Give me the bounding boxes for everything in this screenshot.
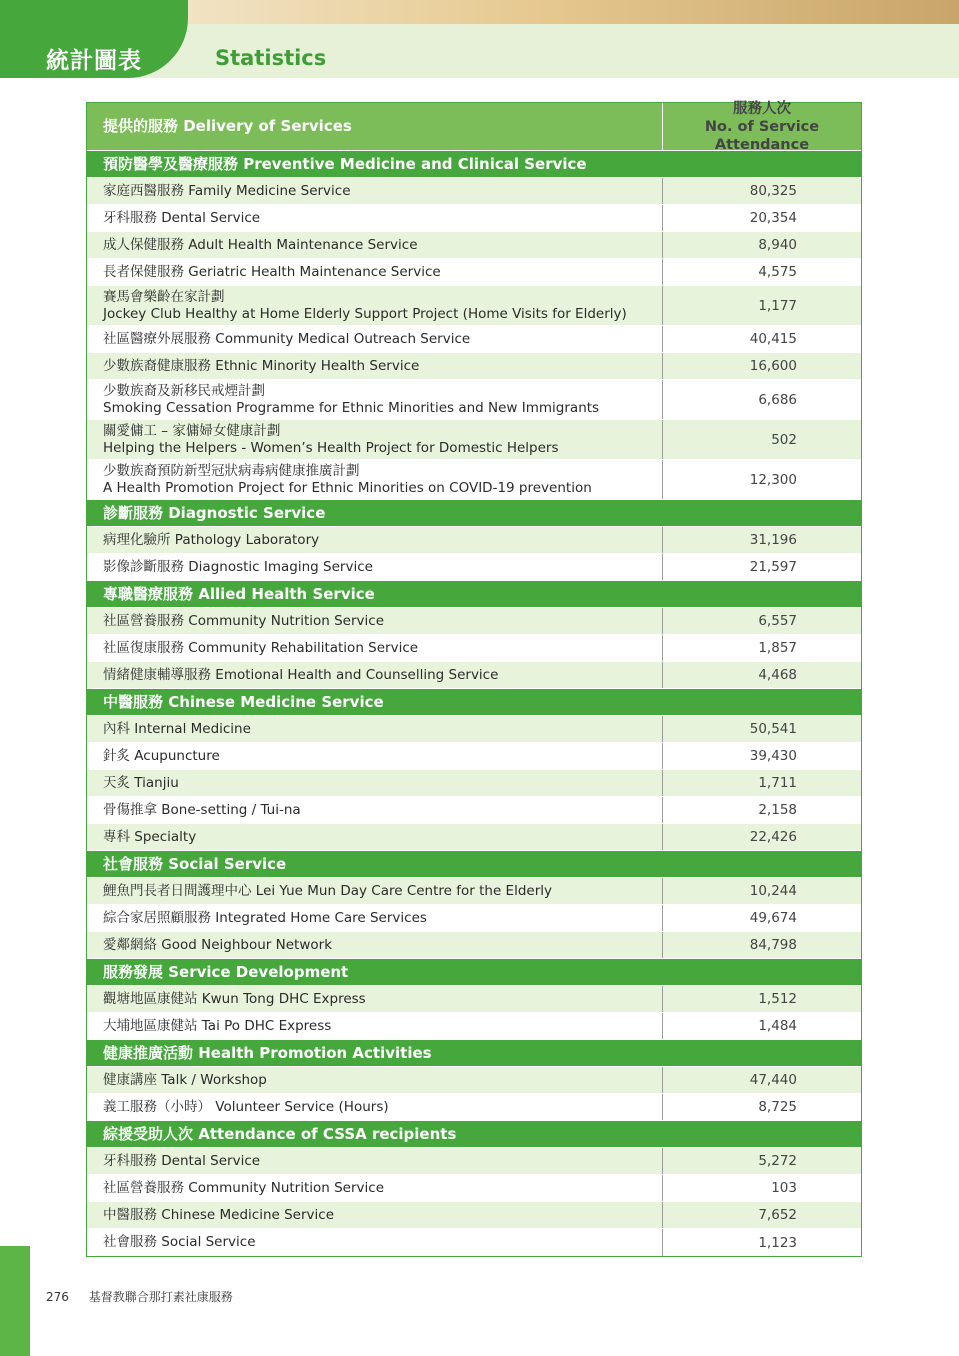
service-name-line: 天炙 Tianjiu	[103, 774, 179, 791]
table-row	[87, 824, 861, 851]
service-name-line: 骨傷推拿 Bone-setting / Tui-na	[103, 801, 301, 818]
attendance-value-cell: 1,484	[758, 1018, 797, 1034]
left-accent-strip	[0, 1246, 30, 1356]
service-name-line: 針炙 Acupuncture	[103, 747, 220, 764]
table-row	[87, 635, 861, 662]
service-name-cell	[87, 353, 663, 379]
service-name-line: 影像診斷服務 Diagnostic Imaging Service	[103, 558, 373, 575]
service-name-line: 觀塘地區康健站 Kwun Tong DHC Express	[103, 990, 366, 1007]
service-name-cell	[87, 662, 663, 688]
service-name-line: A Health Promotion Project for Ethnic Minorities on COVID-19 prevention	[103, 479, 592, 496]
section-title: 社會服務 Social Service	[103, 854, 287, 873]
service-name-cell	[87, 286, 663, 325]
table-row	[87, 1094, 861, 1121]
service-name-line: 綜合家居照顧服務 Integrated Home Care Services	[103, 909, 427, 926]
service-name-line: 內科 Internal Medicine	[103, 720, 251, 737]
section-title: 中醫服務 Chinese Medicine Service	[103, 692, 384, 711]
service-name-cell	[87, 932, 663, 958]
table-row	[87, 878, 861, 905]
service-name-cell	[87, 1148, 663, 1174]
section-title: 診斷服務 Diagnostic Service	[103, 503, 326, 522]
service-name-cell	[87, 527, 663, 553]
service-name-line: 情緒健康輔導服務 Emotional Health and Counselling Service	[103, 666, 499, 683]
table-row	[87, 1013, 861, 1040]
service-name-line: 社區醫療外展服務 Community Medical Outreach Service	[103, 330, 471, 347]
attendance-value-cell: 1,711	[758, 775, 797, 791]
service-name-cell	[87, 1094, 663, 1120]
service-name-line: 關愛傭工 – 家傭婦女健康計劃	[103, 422, 281, 439]
service-name-line: 牙科服務 Dental Service	[103, 1152, 261, 1169]
attendance-value-cell: 8,940	[758, 237, 797, 253]
service-name-line: 社區營養服務 Community Nutrition Service	[103, 1179, 385, 1196]
section-title: 健康推廣活動 Health Promotion Activities	[103, 1043, 432, 1062]
table-header-row	[87, 100, 861, 153]
service-name-line: 少數族裔健康服務 Ethnic Minority Health Service	[103, 357, 420, 374]
attendance-value-cell: 80,325	[749, 183, 797, 199]
table-row	[87, 770, 861, 797]
table-row	[87, 286, 861, 326]
service-name-line: 少數族裔及新移民戒煙計劃	[103, 382, 265, 399]
section-header-row	[87, 689, 861, 716]
table-row	[87, 420, 861, 460]
service-name-cell	[87, 743, 663, 769]
service-name-line: 鯉魚門長者日間護理中心 Lei Yue Mun Day Care Centre for the Elderly	[103, 882, 552, 899]
service-name-line: Jockey Club Healthy at Home Elderly Support Project (Home Visits for Elderly)	[103, 305, 627, 322]
table-row	[87, 1148, 861, 1175]
service-name-line: 賽馬會樂齡在家計劃	[103, 288, 225, 305]
service-name-cell	[87, 1202, 663, 1228]
service-name-cell	[87, 380, 663, 419]
service-name-cell	[87, 1013, 663, 1039]
attendance-value-cell: 1,512	[758, 991, 797, 1007]
service-name-line: Helping the Helpers - Women’s Health Project for Domestic Helpers	[103, 439, 559, 456]
attendance-value-cell: 4,468	[758, 667, 797, 683]
service-name-cell	[87, 232, 663, 258]
service-name-line: 專科 Specialty	[103, 828, 197, 845]
service-name-cell	[87, 554, 663, 580]
column-header-service: 提供的服務 Delivery of Services	[87, 103, 663, 150]
service-name-cell	[87, 905, 663, 931]
attendance-value-cell: 16,600	[749, 358, 797, 374]
section-header-row	[87, 500, 861, 527]
attendance-value-cell: 10,244	[749, 883, 797, 899]
table-row	[87, 1175, 861, 1202]
table-row	[87, 205, 861, 232]
table-row	[87, 380, 861, 420]
table-row	[87, 608, 861, 635]
table-row	[87, 527, 861, 554]
section-title: 預防醫學及醫療服務 Preventive Medicine and Clinical Service	[103, 154, 587, 173]
attendance-value-cell: 1,177	[758, 297, 797, 314]
section-title: 服務發展 Service Development	[103, 962, 349, 981]
attendance-value-cell: 84,798	[749, 937, 797, 953]
attendance-value-cell: 4,575	[758, 264, 797, 280]
table-row	[87, 662, 861, 689]
service-name-cell	[87, 460, 663, 499]
service-name-line: 社區復康服務 Community Rehabilitation Service	[103, 639, 419, 656]
table-row	[87, 743, 861, 770]
service-name-line: 成人保健服務 Adult Health Maintenance Service	[103, 236, 418, 253]
table-row	[87, 1067, 861, 1094]
service-name-line: 家庭西醫服務 Family Medicine Service	[103, 182, 351, 199]
section-header-row	[87, 1121, 861, 1148]
service-name-line: 病理化驗所 Pathology Laboratory	[103, 531, 320, 548]
service-name-cell	[87, 1229, 663, 1256]
service-name-cell	[87, 635, 663, 661]
attendance-value-cell: 103	[771, 1180, 797, 1196]
section-header-row	[87, 959, 861, 986]
table-row	[87, 1202, 861, 1229]
attendance-value-cell: 22,426	[749, 829, 797, 845]
table-row	[87, 932, 861, 959]
service-name-cell	[87, 797, 663, 823]
service-name-line: 社區營養服務 Community Nutrition Service	[103, 612, 385, 629]
section-header-row	[87, 1040, 861, 1067]
attendance-value-cell: 47,440	[749, 1072, 797, 1088]
attendance-value-cell: 50,541	[749, 721, 797, 737]
section-title: 綜援受助人次 Attendance of CSSA recipients	[103, 1124, 457, 1143]
attendance-value-cell: 7,652	[758, 1207, 797, 1223]
attendance-value-cell: 12,300	[749, 471, 797, 488]
table-row	[87, 326, 861, 353]
service-name-cell	[87, 878, 663, 904]
table-row	[87, 716, 861, 743]
service-name-line: 少數族裔預防新型冠狀病毒病健康推廣計劃	[103, 462, 360, 479]
attendance-value-cell: 49,674	[749, 910, 797, 926]
attendance-value-cell: 1,123	[758, 1234, 797, 1251]
attendance-value-cell: 1,857	[758, 640, 797, 656]
table-row	[87, 554, 861, 581]
service-name-line: 義工服務（小時） Volunteer Service (Hours)	[103, 1098, 389, 1115]
attendance-value-cell: 8,725	[758, 1099, 797, 1115]
service-name-cell	[87, 326, 663, 352]
service-name-cell	[87, 259, 663, 285]
table-row	[87, 905, 861, 932]
service-name-line: 愛鄰網絡 Good Neighbour Network	[103, 936, 333, 953]
footer-organization: 基督教聯合那打素社康服務	[88, 1290, 233, 1304]
service-name-cell	[87, 770, 663, 796]
attendance-value-cell: 502	[771, 431, 797, 448]
table-row	[87, 259, 861, 286]
page-number: 276	[46, 1290, 69, 1304]
attendance-value-cell: 6,557	[758, 613, 797, 629]
table-row	[87, 232, 861, 259]
attendance-value-cell: 39,430	[749, 748, 797, 764]
section-header-row	[87, 581, 861, 608]
table-row	[87, 178, 861, 205]
service-name-cell	[87, 1067, 663, 1093]
attendance-value-cell: 20,354	[749, 210, 797, 226]
page-footer	[46, 1288, 233, 1305]
page-title-zh: 統計圖表	[46, 48, 142, 74]
table-row	[87, 797, 861, 824]
attendance-value-cell: 31,196	[749, 532, 797, 548]
section-title: 專職醫療服務 Allied Health Service	[103, 584, 375, 603]
table-row	[87, 353, 861, 380]
attendance-value-cell: 40,415	[749, 331, 797, 347]
service-name-cell	[87, 608, 663, 634]
service-name-cell	[87, 178, 663, 204]
service-name-line: Smoking Cessation Programme for Ethnic Minorities and New Immigrants	[103, 399, 600, 416]
header-gold-stripe	[185, 0, 959, 24]
service-name-line: 長者保健服務 Geriatric Health Maintenance Service	[103, 263, 441, 280]
service-name-line: 健康講座 Talk / Workshop	[103, 1071, 267, 1088]
service-name-cell	[87, 205, 663, 231]
column-header-attendance-zh: 服務人次	[733, 100, 791, 117]
attendance-value-cell: 6,686	[758, 391, 797, 408]
statistics-table	[86, 102, 862, 1257]
service-name-line: 中醫服務 Chinese Medicine Service	[103, 1206, 335, 1223]
attendance-value-cell: 2,158	[758, 802, 797, 818]
service-name-cell	[87, 824, 663, 850]
attendance-value-cell: 21,597	[749, 559, 797, 575]
section-header-row	[87, 151, 861, 178]
column-header-attendance	[663, 100, 861, 153]
page-title-en: Statistics	[215, 46, 327, 70]
table-row	[87, 460, 861, 500]
service-name-cell	[87, 716, 663, 742]
service-name-cell	[87, 986, 663, 1012]
service-name-line: 社會服務 Social Service	[103, 1234, 256, 1250]
column-header-attendance-en: No. of Service Attendance	[704, 118, 820, 153]
attendance-value-cell: 5,272	[758, 1153, 797, 1169]
table-row	[87, 986, 861, 1013]
service-name-cell	[87, 1175, 663, 1201]
service-name-line: 大埔地區康健站 Tai Po DHC Express	[103, 1017, 332, 1034]
section-header-row	[87, 851, 861, 878]
table-row	[87, 1229, 861, 1256]
service-name-cell	[87, 420, 663, 459]
service-name-line: 牙科服務 Dental Service	[103, 209, 261, 226]
